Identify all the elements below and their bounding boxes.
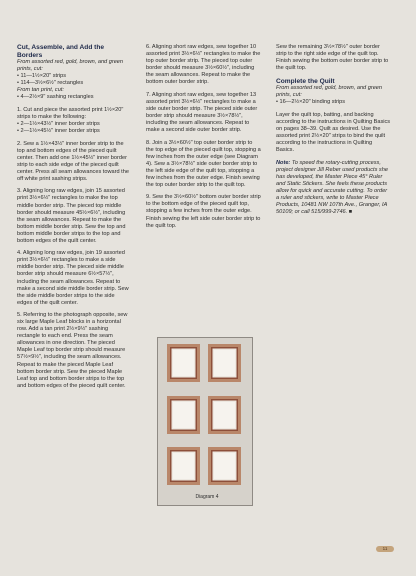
- list-item: • 2—1½×45½" inner border strips: [17, 128, 129, 135]
- border-block: [167, 447, 200, 485]
- cut-lead: From assorted red, gold, brown, and green prints, cut:: [17, 59, 124, 73]
- designer-note: [276, 160, 391, 216]
- cut-list-tan: [17, 94, 129, 101]
- border-block: [167, 344, 200, 382]
- note-text: To speed the rotary-cutting process, project designer Jill Reber used products she has developed, the Master Piece 45° Ruler and Static Stickers. She feels these products allow for quick and accurate cutting. To order a ruler and stickers, write to Master Piece Products, 10481 NW 107th Ave., Granger, IA 50109; or call 515/999-2746. ■: [276, 159, 388, 216]
- border-block: [167, 396, 200, 434]
- diagram-caption: Diagram 4: [195, 494, 219, 500]
- column-3: [276, 44, 391, 216]
- finish-instructions: Layer the quilt top, batting, and backing according to the instructions in Quilting Basics on pages 38–39. Quilt as desired. Use the assorted print 2½×20" strips to bind the quilt according to the instructions in Quilting Basics.: [276, 111, 391, 154]
- step-6: 6. Aligning short raw edges, sew together 10 assorted print 3½×6½" rectangles to make the top outer border strip. The pieced top outer border should measure 3½×60½", including the seam allowances. Repeat to make the bottom outer border strip.: [146, 44, 261, 86]
- step-1: 1. Cut and piece the assorted print 1½×20" strips to make the following:: [17, 106, 124, 121]
- list-item: • 4—2½×9" sashing rectangles: [17, 94, 129, 101]
- step-3: 3. Aligning long raw edges, join 15 assorted print 3½×6½" rectangles to make the top middle border strip. The pieced top middle border should measure 45½×6½", including the seam allowances. Repeat to make the bottom middle border strip. Sew the top and bottom middle border strips to the top and bottom edges of the quilt center.: [17, 188, 126, 244]
- page-number-badge: [376, 546, 394, 552]
- border-block: [208, 396, 241, 434]
- diagram-4-illustration: [157, 337, 253, 506]
- step-4: 4. Aligning long raw edges, join 19 assorted print 3½×6½" rectangles to make a side middle border strip. The pieced side middle border strip should measure 6½×57½", including the seam allowances. Repeat to make a second side middle border strip. Sew the side middle border strips to the side edges of the quilt center.: [17, 250, 129, 306]
- step-7: 7. Aligning short raw edges, sew together 13 assorted print 3½×6½" rectangles to make a side outer border strip. The pieced side outer border strip should measure 3½×78½", including the seam allowances. Repeat to make a second side outer border strip.: [146, 91, 258, 134]
- step-8: 8. Join a 3½×60½" top outer border strip to the top edge of the pieced quilt top, stopping a few inches from the outer edge (see Diagram 4). Sew a 3½×78½" side outer border strip to the left side edge of the quilt top, stopping a few inches from the outer edge. Finish sewing the top outer border strip to the quilt top.: [146, 139, 261, 188]
- binding-cut-lead: From assorted red, gold, brown, and green prints, cut:: [276, 85, 383, 99]
- binding-cut-list: [276, 99, 391, 106]
- step-2: 2. Sew a 1½×43½" inner border strip to the top and bottom edges of the pieced quilt center. Then add one 1½×45½" inner border strip to each side edge of the pieced quilt center. Press all seam allowances toward the off white print sashing strips.: [17, 140, 129, 182]
- column-2: [146, 44, 261, 235]
- step-5: 5. Referring to the photograph opposite, sew six large Maple Leaf blocks in a horizontal row. Add a tan print 2½×9½" sashing rectangle to each end. Press the seam allowances in one direction. The pieced Maple Leaf top border strip should measure 57½×9½", including the seam allowances. Repeat to make the pieced Maple Leaf bottom border strip. Sew the pieced Maple Leaf top and bottom border strips to the top and bottom edges of the pieced quilt center.: [17, 312, 128, 389]
- column-1: [17, 44, 129, 395]
- note-label: Note:: [276, 159, 291, 166]
- step-9-continued: Sew the remaining 3½×78½" outer border strip to the right side edge of the quilt top. Finish sewing the bottom outer border strip to the quilt top.: [276, 44, 389, 72]
- step-1-list: [17, 121, 129, 135]
- list-item: • 114—3½×6½" rectangles: [17, 80, 129, 87]
- border-block: [208, 344, 241, 382]
- list-item: • 11—1½×20" strips: [17, 73, 129, 80]
- list-item: • 2—1½×43½" inner border strips: [17, 121, 129, 128]
- page-number: 11: [382, 546, 388, 551]
- list-item: • 16—2½×20" binding strips: [276, 99, 391, 106]
- border-block: [208, 447, 241, 485]
- section-heading-complete-quilt: Complete the Quilt: [276, 77, 335, 85]
- step-9: 9. Sew the 3½×60½" bottom outer border strip to the bottom edge of the pieced quilt top, stopping a few inches from the outer edge. Finish sewing the left side outer border strip to the quilt top.: [146, 194, 261, 229]
- cut-list: [17, 73, 129, 87]
- cut-lead-tan: From tan print, cut:: [17, 87, 64, 94]
- section-heading-cut-assemble: Cut, Assemble, and Add the Borders: [17, 44, 105, 59]
